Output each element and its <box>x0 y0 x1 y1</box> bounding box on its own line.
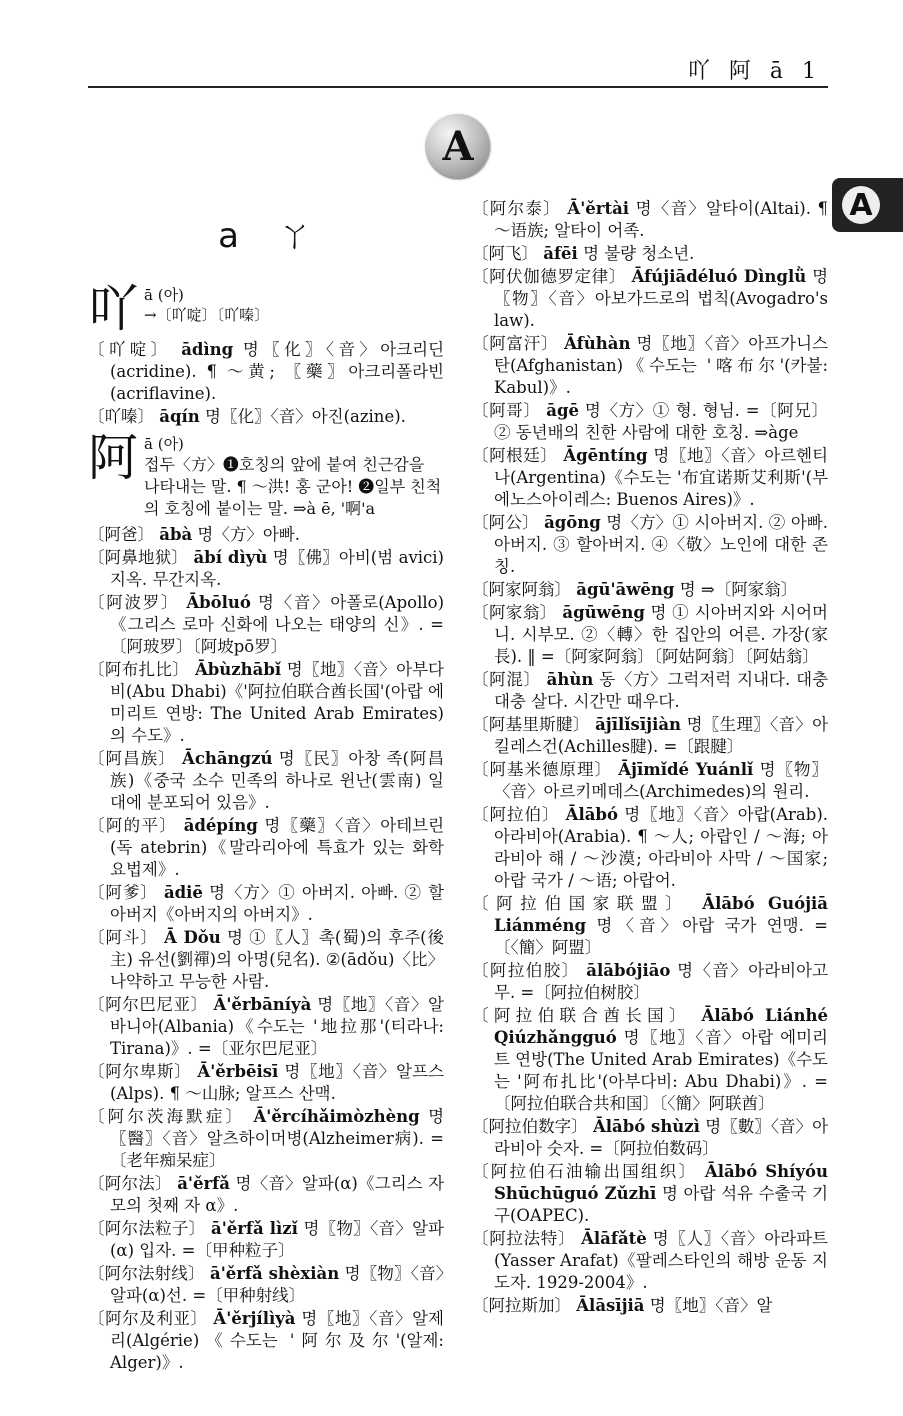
entry-headword: 〔阿公〕 <box>472 513 539 532</box>
entry-pinyin: Āfújiādéluó Dìnglǜ <box>631 267 807 286</box>
dictionary-entry <box>88 748 444 814</box>
entry-pinyin: ādépíng <box>183 816 258 835</box>
entry-headword: 〔阿布扎比〕 <box>88 660 190 679</box>
entry-definition: 명〖物〗〈音〉알파(α)선. =〔甲种射线〕 <box>110 1264 444 1305</box>
entry-pinyin: āgūwēng <box>562 603 645 622</box>
entry-headword: 〔阿尔卑斯〕 <box>88 1062 192 1081</box>
head-crossref: →〔吖啶〕〔吖嗪〕 <box>144 306 270 324</box>
dictionary-entry <box>472 804 828 892</box>
entry-pinyin: ā'ěrfǎ lìzǐ <box>211 1219 298 1238</box>
entry-definition: 명〖物〗〈音〉아보가드로의 법칙(Avogadro's law). <box>494 267 829 330</box>
head-reading: ā (아) <box>144 286 184 304</box>
entry-headword: 〔阿昌族〕 <box>88 749 176 768</box>
dictionary-entry <box>88 882 444 926</box>
dictionary-entry <box>88 815 444 881</box>
entry-headword: 〔阿爹〕 <box>88 883 158 902</box>
thumb-index-letter: A <box>842 186 880 224</box>
entry-definition: 명〈方〉아빠. <box>197 525 300 544</box>
entry-pinyin: ābà <box>159 525 193 544</box>
dictionary-entry <box>88 927 444 993</box>
dictionary-entry <box>88 1106 444 1172</box>
entry-headword: 〔阿拉法特〕 <box>472 1229 576 1248</box>
entry-headword: 〔阿拉伯胶〕 <box>472 961 580 980</box>
entry-definition: 동〈方〉그럭저럭 지내다. 대충대충 살다. 시간만 때우다. <box>494 670 829 711</box>
entry-headword: 〔阿尔法〕 <box>88 1174 172 1193</box>
entry-headword: 〔阿尔法射线〕 <box>88 1264 205 1283</box>
entry-definition: 명〖人〗〈音〉아라파트(Yasser Arafat)《팔레스타인의 해방 운동 지도자. 1929-2004》. <box>494 1229 828 1292</box>
entry-pinyin: Āgēntíng <box>563 446 648 465</box>
entry-pinyin: ā'ěrfǎ shèxiàn <box>210 1264 340 1283</box>
entry-headword: 〔阿拉伯联合酋长国〕 <box>472 1006 691 1025</box>
dictionary-entry <box>88 1218 444 1262</box>
entry-pinyin: Ābùzhābǐ <box>194 660 282 679</box>
entry-headword: 〔吖啶〕 <box>88 340 172 359</box>
entry-definition: 명〖地〗〈音〉알프스(Alps). ¶ ～山脉; 알프스 산맥. <box>110 1062 444 1103</box>
entry-definition: 명〖地〗〈音〉아랍(Arab). 아라비아(Arabia). ¶ ～人; 아랍인 / ～海; 아라비아 해 / ～沙漠; 아라비아 사막 / ～国家; 아랍 국가 / ～语; 아랍어. <box>494 805 829 890</box>
dictionary-entry <box>472 579 828 601</box>
entry-pinyin: Ālāfǎtè <box>581 1229 647 1248</box>
dictionary-entry <box>88 547 444 591</box>
dictionary-entry <box>472 1116 828 1160</box>
entry-definition: 명 ⇒〔阿家翁〕 <box>679 580 798 599</box>
dictionary-entry <box>88 1061 444 1105</box>
entry-headword: 〔阿伏伽德罗定律〕 <box>472 267 626 286</box>
entry-headword: 〔阿根廷〕 <box>472 446 558 465</box>
entry-pinyin: ājīlǐsījiàn <box>595 715 682 734</box>
entry-pinyin: Ā'ěrjílìyà <box>213 1309 296 1328</box>
entry-pinyin: Ālāsījiā <box>576 1296 645 1315</box>
entry-headword: 〔阿波罗〕 <box>88 593 180 612</box>
entry-headword: 〔阿的平〕 <box>88 816 178 835</box>
head-character: 吖 <box>88 280 138 338</box>
entry-definition: 명 아랍 석유 수출국 기구(OAPEC). <box>494 1184 829 1225</box>
dictionary-entry <box>472 602 828 668</box>
left-column <box>88 192 444 1375</box>
dictionary-entry <box>88 406 444 428</box>
dictionary-entry <box>472 1295 828 1317</box>
entry-pinyin: ādiē <box>163 883 203 902</box>
entry-pinyin: ābí dìyù <box>193 548 268 567</box>
entry-definition: 명〖物〗〈音〉알파(α) 입자. =〔甲种粒子〕 <box>110 1219 444 1260</box>
entry-definition: 명〖化〗〈音〉아진(azine). <box>205 407 406 426</box>
entry-headword: 〔阿拉斯加〕 <box>472 1296 571 1315</box>
entry-pinyin: Ālābó Liánhé Qiúzhǎngguó <box>494 1006 829 1047</box>
entry-pinyin: āgū'āwēng <box>576 580 675 599</box>
dictionary-entry <box>472 243 828 265</box>
entry-definition: 명〈方〉① 아버지. 아빠. ② 할아버지《아버지의 아버지》. <box>110 883 445 924</box>
dictionary-entry <box>472 1005 828 1115</box>
entry-headword: 〔阿鼻地狱〕 <box>88 548 189 567</box>
dictionary-entry <box>88 339 444 405</box>
right-column <box>472 198 828 1318</box>
dictionary-entry <box>472 400 828 444</box>
entry-pinyin: ālābójiāo <box>586 961 671 980</box>
dictionary-entry <box>472 445 828 511</box>
entry-definition: 명〖地〗〈音〉아랍 에미리트 연방(The United Arab Emirates)《수도는 '阿布扎比'(아부다비: Abu Dhabi)》. =〔阿拉伯联合共和国〕〔〈簡〉阿联酋〕 <box>494 1028 828 1113</box>
thumb-index-tab <box>832 178 903 232</box>
entry-definition: 명 ① 시아버지와 시어머니. 시부모. ②〈轉〉한 집안의 어른. 가장(家長). ‖ =〔阿家阿翁〕〔阿姑阿翁〕〔阿姑翁〕 <box>494 603 828 666</box>
entry-pinyin: Ā'ěrbāníyà <box>213 995 312 1014</box>
entry-headword: 〔阿混〕 <box>472 670 541 689</box>
entry-definition: 명〖數〗〈音〉아라비아 숫자. =〔阿拉伯数码〕 <box>494 1117 829 1158</box>
entry-definition: 명〈音〉아폴로(Apollo)《그리스 로마 신화에 나오는 태양의 신》. =〔阿玻罗〕〔阿坡pō罗〕 <box>110 593 445 656</box>
dictionary-entry <box>472 759 828 803</box>
entry-definition: 명 불량 청소년. <box>583 244 695 263</box>
entry-definition: 명〖地〗〈音〉아부다비(Abu Dhabi)《'阿拉伯联合酋长国'(아랍 에미리트 연방: The United Arab Emirates)의 수도》. <box>110 660 445 745</box>
entry-definition: 명〖醫〗〈音〉알츠하이머병(Alzheimer病). =〔老年痴呆症〕 <box>110 1107 445 1170</box>
entry-headword: 〔阿拉伯国家联盟〕 <box>472 894 690 913</box>
entry-definition: 명〖地〗〈音〉알바니아(Albania)《수도는 '地拉那'(티라나: Tirana)》. =〔亚尔巴尼亚〕 <box>110 995 444 1058</box>
entry-headword: 〔阿富汗〕 <box>472 334 559 353</box>
entry-headword: 〔阿飞〕 <box>472 244 538 263</box>
entry-definition: 명〖佛〗아비(범 avici) 지옥. 무간지옥. <box>110 548 444 589</box>
dictionary-entry <box>472 333 828 399</box>
entry-definition: 명〖生理〗〈音〉아킬레스건(Achilles腱). =〔跟腱〕 <box>494 715 829 756</box>
dictionary-entry <box>472 893 828 959</box>
entry-pinyin: āqín <box>159 407 200 426</box>
entry-pinyin: Ā'ěrtài <box>567 199 630 218</box>
entry-headword: 〔吖嗪〕 <box>88 407 154 426</box>
entry-pinyin: ā'ěrfǎ <box>177 1174 230 1193</box>
entry-pinyin: Āfùhàn <box>564 334 631 353</box>
entry-definition: 명〈方〉① 형. 형님. =〔阿兄〕② 동년배의 친한 사람에 대한 호칭. ⇒àge <box>494 401 828 442</box>
entry-headword: 〔阿尔泰〕 <box>472 199 561 218</box>
dictionary-entry <box>88 1173 444 1217</box>
head-character-block <box>88 429 444 520</box>
running-head: 吖 阿 ā 1 <box>687 59 822 84</box>
dictionary-entry <box>88 524 444 546</box>
entry-pinyin: Ālābó Guójiā Liánméng <box>494 894 829 935</box>
entry-headword: 〔阿家翁〕 <box>472 603 557 622</box>
entry-pinyin: Ābōluó <box>186 593 251 612</box>
entry-headword: 〔阿基米德原理〕 <box>472 760 612 779</box>
entry-headword: 〔阿尔及利亚〕 <box>88 1309 208 1328</box>
entry-definition: 명〖地〗〈音〉아르헨티나(Argentina)《수도는 '布宜诺斯艾利斯'(부에노스아이레스: Buenos Aires)》. <box>494 446 829 509</box>
entry-definition: 명〖物〗〈音〉아르키메데스(Archimedes)의 원리. <box>494 760 829 801</box>
entry-headword: 〔阿尔茨海默症〕 <box>88 1107 246 1126</box>
entry-pinyin: Ā Dǒu <box>164 928 221 947</box>
entry-pinyin: Ālābó Shíyóu Shūchūguó Zǔzhī <box>494 1162 829 1203</box>
entry-headword: 〔阿拉伯数字〕 <box>472 1117 588 1136</box>
dictionary-entry <box>472 960 828 1004</box>
dictionary-entry <box>88 659 444 747</box>
dictionary-entry <box>88 1308 444 1374</box>
section-letter-badge: A <box>426 114 490 178</box>
entry-pinyin: āgōng <box>544 513 601 532</box>
entry-pinyin: Āchāngzú <box>182 749 273 768</box>
entry-pinyin: āfēi <box>543 244 578 263</box>
entry-headword: 〔阿尔法粒子〕 <box>88 1219 206 1238</box>
entry-definition: 명 ①〖人〗촉(蜀)의 후주(後主) 유선(劉禪)의 아명(兒名). ②(ādǒu)〈比〉나약하고 무능한 사람. <box>110 928 445 991</box>
entry-pinyin: ādìng <box>181 340 234 359</box>
dictionary-entry <box>472 1228 828 1294</box>
entry-definition: 명〖地〗〈音〉알 <box>649 1296 773 1315</box>
dictionary-entry <box>472 512 828 578</box>
head-reading: ā (아) <box>144 435 184 453</box>
entry-pinyin: Ā'ěrbēisī <box>197 1062 279 1081</box>
entry-pinyin: Ālābó shùzì <box>592 1117 700 1136</box>
entry-headword: 〔阿尔巴尼亚〕 <box>88 995 208 1014</box>
entry-pinyin: Ālābó <box>565 805 618 824</box>
entry-definition: 명〖化〗〈音〉아크리딘(acridine). ¶ ～黄; 〖藥〗아크리폴라빈(acriflavine). <box>110 340 445 403</box>
entry-pinyin: Ājīmǐdé Yuánlǐ <box>618 760 754 779</box>
entry-definition: 명〖藥〗〈音〉아테브린(독 atebrin)《말라리아에 특효가 있는 화학 요법제》. <box>110 816 445 879</box>
dictionary-entry <box>472 1161 828 1227</box>
head-character: 阿 <box>88 429 138 487</box>
entry-headword: 〔阿拉伯〕 <box>472 805 560 824</box>
entry-definition: 명〖民〗아창 족(阿昌族)《중국 소수 민족의 하나로 윈난(雲南) 일대에 분포되어 있음》. <box>110 749 444 812</box>
head-definition: 접두〈方〉❶호칭의 앞에 붙여 친근감을 나타내는 말. ¶ ～洪! 홍 군아! ❷일부 친척의 호칭에 붙이는 말. ⇒à ē, '啊'a <box>144 455 442 518</box>
entry-headword: 〔阿拉伯石油输出国组织〕 <box>472 1162 698 1181</box>
entry-headword: 〔阿基里斯腱〕 <box>472 715 590 734</box>
entry-definition: 명〈音〉아라비아고무. =〔阿拉伯树胶〕 <box>494 961 828 1002</box>
dictionary-entry <box>472 669 828 713</box>
dictionary-entry <box>88 1263 444 1307</box>
entry-definition: 명〈音〉아랍 국가 연맹. =〔〈簡〉阿盟〕 <box>494 916 828 957</box>
page-header <box>88 52 828 88</box>
entry-pinyin: Ā'ěrcíhǎimòzhèng <box>253 1107 420 1126</box>
head-character-block <box>88 280 444 338</box>
entry-definition: 명〈音〉알타이(Altai). ¶ ～语族; 알타이 어족. <box>494 199 829 240</box>
entry-headword: 〔阿家阿翁〕 <box>472 580 571 599</box>
entry-headword: 〔阿哥〕 <box>472 401 541 420</box>
entry-pinyin: āgē <box>546 401 580 420</box>
entry-definition: 명〈方〉① 시아버지. ② 아빠. 아버지. ③ 할아버지. ④〈敬〉노인에 대한 존칭. <box>494 513 828 576</box>
entry-definition: 명〖地〗〈音〉알제리(Algérie)《수도는 '阿尔及尔'(알제: Alger)》. <box>110 1309 444 1372</box>
entry-definition: 명〈音〉알파(α)《그리스 자모의 첫째 자 α》. <box>110 1174 445 1215</box>
dictionary-entry <box>472 714 828 758</box>
pinyin-heading: a ㄚ <box>218 216 326 256</box>
dictionary-entry <box>472 266 828 332</box>
dictionary-entry <box>88 592 444 658</box>
entry-headword: 〔阿斗〕 <box>88 928 158 947</box>
entry-definition: 명〖地〗〈音〉아프가니스탄(Afghanistan)《수도는 '喀布尔'(카불: Kabul)》. <box>494 334 828 397</box>
entry-headword: 〔阿爸〕 <box>88 525 154 544</box>
entry-pinyin: āhùn <box>546 670 594 689</box>
dictionary-entry <box>472 198 828 242</box>
dictionary-entry <box>88 994 444 1060</box>
